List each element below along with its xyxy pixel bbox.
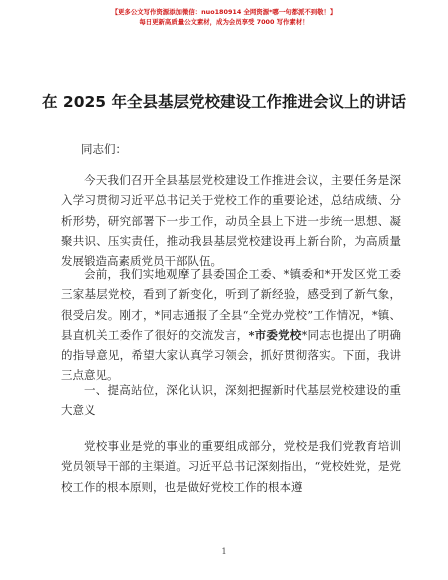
body-paragraph-opening: 今天我们召开全县基层党校建设工作推进会议，主要任务是深入学习贯彻习近平总书记关于党校工作的重要论述，总结成绩、分析形势，研究部署下一步工作，动员全县上下进一步统一思想、凝聚共识、压实责任，推动我县基层党校建设再上新台阶，为高质量发展锻造高素质党员干部队伍。 <box>61 173 401 269</box>
promo-banner-line-1: 【更多公文写作资源添加微信：nuo180914 全网资源*哪一句都派不到敬！】 <box>111 8 337 16</box>
bold-emphasis: *市委党校 <box>248 327 302 342</box>
body-paragraph-section-1: 党校事业是党的事业的重要组成部分，党校是我们党教育培训党员领导干部的主渠道。习近平总书记深刻指出，“党校姓党，是党校工作的根本原则，也是做好党校工作的根本遵 <box>61 439 401 494</box>
section-heading-1: 一、提高站位，深化认识，深刻把握新时代基层党校建设的重大意义 <box>61 383 401 418</box>
salutation: 同志们： <box>81 142 127 156</box>
paragraph-text-tail: *同志也提出了明确的指导意见，希望大家认真学习领会，抓好贯彻落实。下面，我讲三点意见。 <box>61 327 402 383</box>
body-paragraph-observation <box>61 264 401 386</box>
promo-banner <box>0 7 448 27</box>
paragraph-text: 会前，我们实地观摩了县委国企工委、*镇委和*开发区党工委三家基层党校，看到了新变化，听到了新经验，感受到了新气象，很受启发。刚才，*同志通报了全县“全党办党校”工作情况，*镇、县直机关工委作了很好的交流发言， <box>61 267 401 342</box>
page-number: 1 <box>221 547 227 556</box>
promo-banner-line-2: 每日更新高质量公文素材，成为会员享受 7000 写作素材！ <box>139 18 309 26</box>
document-title: 在 2025 年全县基层党校建设工作推进会议上的讲话 <box>42 93 406 111</box>
